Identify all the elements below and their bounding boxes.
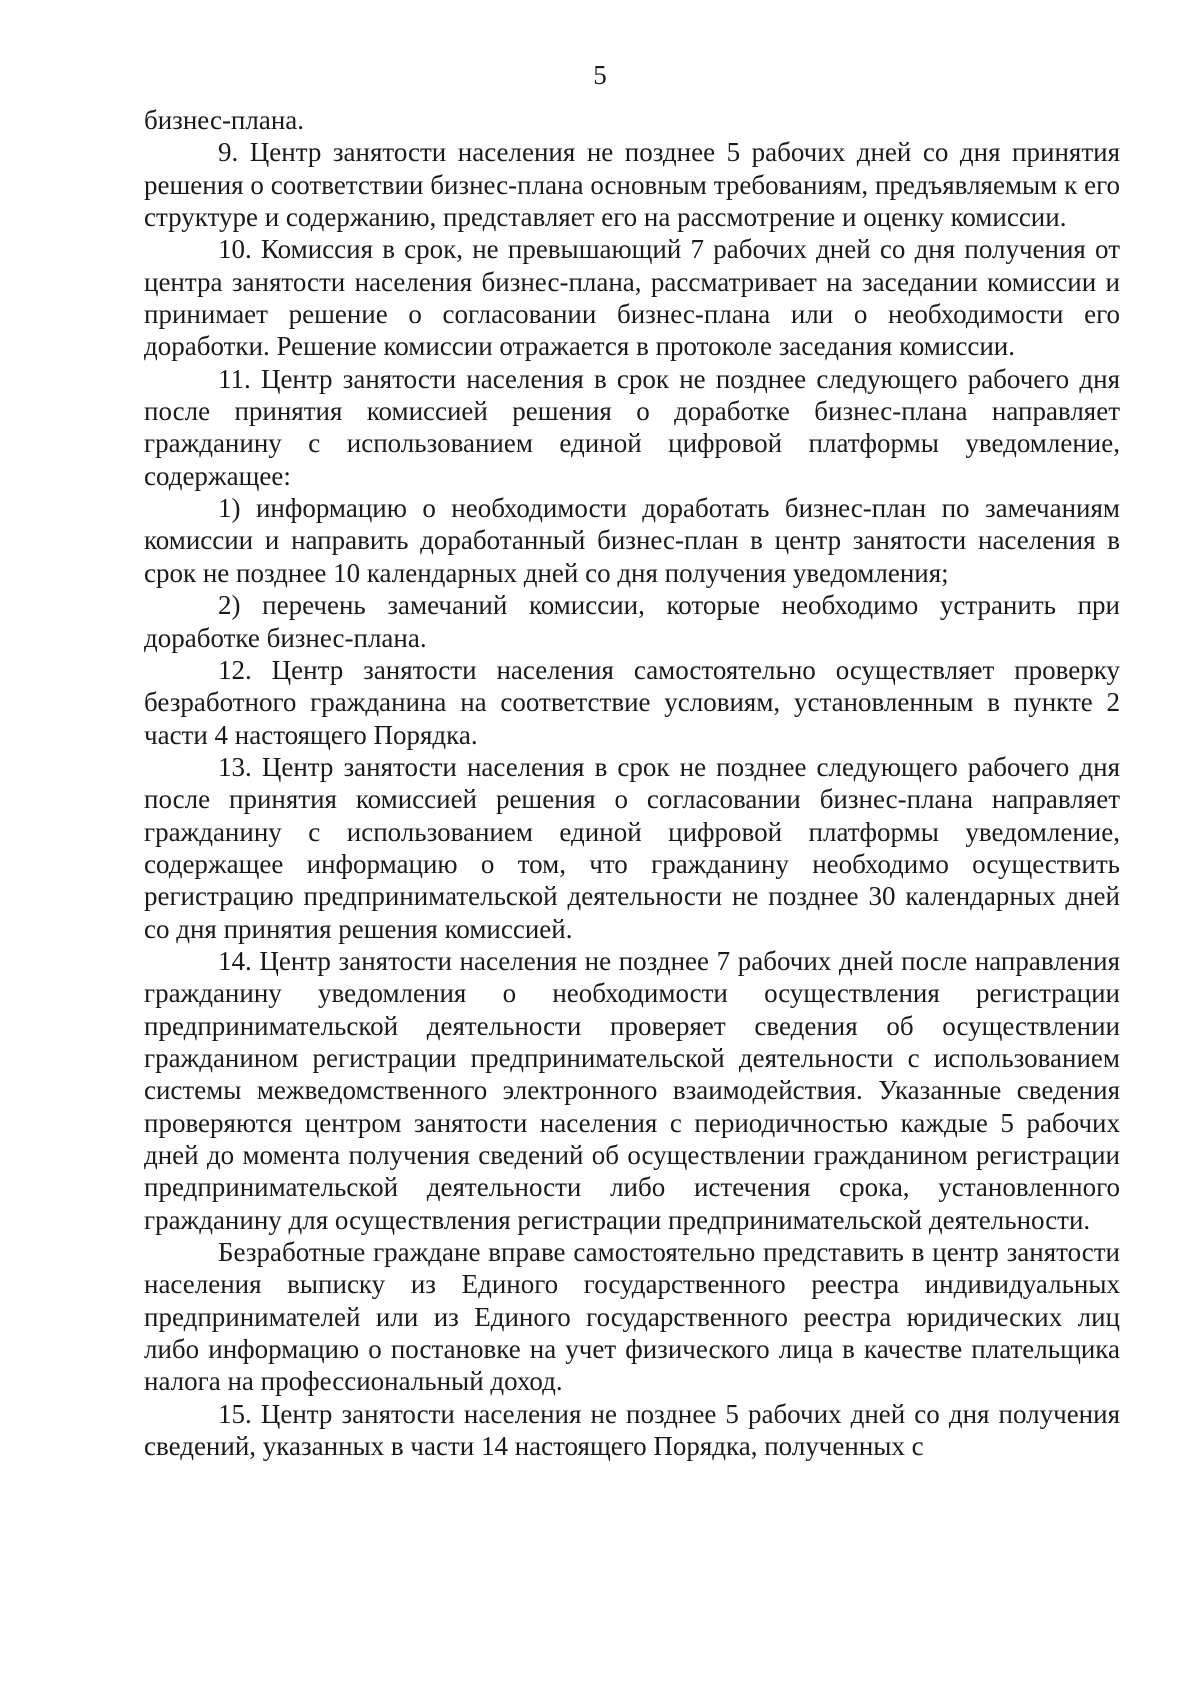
paragraph: 13. Центр занятости населения в срок не позднее следующего рабочего дня после принятия комиссией решения о согласовании бизнес-плана направляет гражданину с использованием единой цифровой платформы уведомление, содержащее информацию о том, что гражданину необходимо осуществить регистрацию предпринимательской деятельности не позднее 30 календарных дней со дня принятия решения комиссией. xyxy=(144,751,1120,944)
paragraph: 2) перечень замечаний комиссии, которые необходимо устранить при доработке бизнес-плана. xyxy=(144,590,1120,653)
paragraph: 12. Центр занятости населения самостоятельно осуществляет проверку безработного гражданина на соответствие условиям, установленным в пункте 2 части 4 настоящего Порядка. xyxy=(144,654,1120,750)
paragraph: 9. Центр занятости населения не позднее 5 рабочих дней со дня принятия решения о соответствии бизнес-плана основным требованиям, предъявляемым к его структуре и содержанию, представляет его на рассмотрение и оценку комиссии. xyxy=(144,137,1120,233)
paragraph: 15. Центр занятости населения не позднее 5 рабочих дней со дня получения сведений, указанных в части 14 настоящего Порядка, полученных с xyxy=(144,1398,1120,1462)
paragraph: 1) информацию о необходимости доработать бизнес-план по замечаниям комиссии и направить доработанный бизнес-план в центр занятости населения в срок не позднее 10 календарных дней со дня получения уведомления; xyxy=(144,493,1120,588)
document-body xyxy=(144,104,1120,1462)
paragraph: 10. Комиссия в срок, не превышающий 7 рабочих дней со дня получения от центра занятости населения бизнес-плана, рассматривает на заседании комиссии и принимает решение о согласовании бизнес-плана или о необходимости его доработки. Решение комиссии отражается в протоколе заседания комиссии. xyxy=(144,234,1120,362)
paragraph: 11. Центр занятости населения в срок не позднее следующего рабочего дня после принятия комиссией решения о доработке бизнес-плана направляет гражданину с использованием единой цифровой платформы уведомление, содержащее: xyxy=(144,363,1120,491)
page-number: 5 xyxy=(593,60,607,90)
paragraph: 14. Центр занятости населения не позднее 7 рабочих дней после направления гражданину уведомления о необходимости осуществления регистрации предпринимательской деятельности проверяет сведения об осуществлении гражданином регистрации предпринимательской деятельности с использованием системы межведомственного электронного взаимодействия. Указанные сведения проверяются центром занятости населения с периодичностью каждые 5 рабочих дней до момента получения сведений об осуществлении гражданином регистрации предпринимательской деятельности либо истечения срока, установленного гражданину для осуществления регистрации предпринимательской деятельности. xyxy=(144,945,1120,1235)
paragraph: бизнес-плана. xyxy=(144,105,305,135)
paragraph: Безработные граждане вправе самостоятельно представить в центр занятости населения выписку из Единого государственного реестра индивидуальных предпринимателей или из Единого государственного реестра юридических лиц либо информацию о постановке на учет физического лица в качестве плательщика налога на профессиональный доход. xyxy=(144,1237,1120,1397)
